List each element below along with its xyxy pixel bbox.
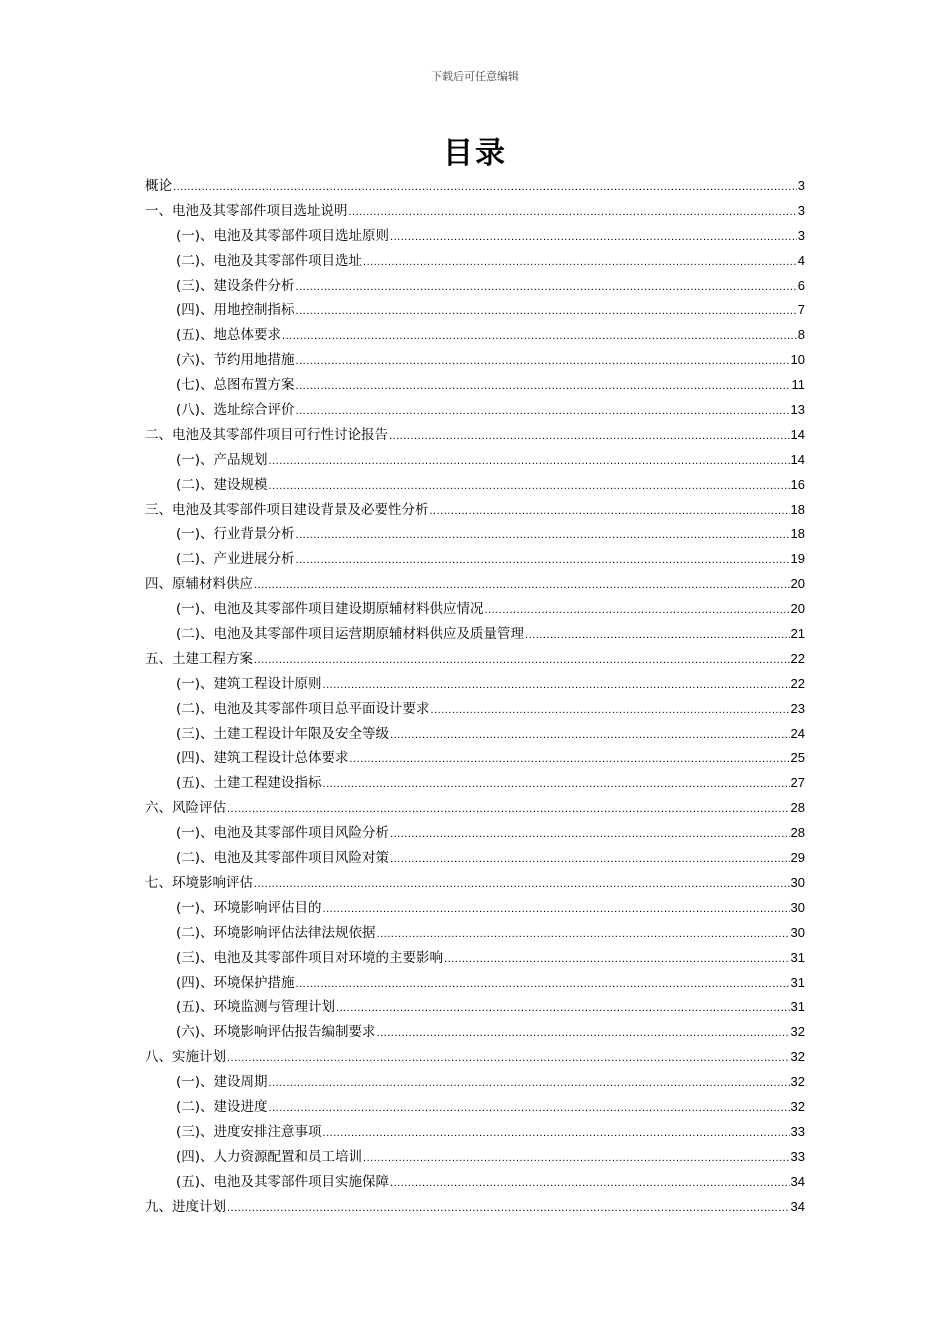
toc-entry-label: (六)、环境影响评估报告编制要求 [176,1024,376,1041]
toc-entry[interactable] [145,946,805,971]
table-of-contents [145,174,805,1219]
toc-dot-leader [363,250,797,275]
toc-entry[interactable] [145,672,805,697]
toc-entry[interactable] [145,1070,805,1095]
toc-entry-label: (二)、产业进展分析 [176,551,295,568]
toc-entry-page: 20 [790,576,805,592]
toc-entry-page: 31 [790,999,805,1015]
toc-entry-page: 11 [791,377,805,393]
toc-entry-label: (八)、选址综合评价 [176,402,295,419]
toc-entry-page: 31 [790,974,805,990]
toc-dot-leader [269,449,790,474]
toc-entry[interactable] [145,722,805,747]
toc-entry[interactable] [145,697,805,722]
toc-entry-page: 32 [790,1074,805,1090]
toc-entry[interactable] [145,323,805,348]
toc-dot-leader [323,673,790,698]
toc-entry-label: (二)、建设进度 [176,1098,268,1115]
toc-entry-label: (四)、用地控制指标 [176,302,295,319]
toc-entry-label: (六)、节约用地措施 [176,352,295,369]
toc-entry-label: 四、原辅材料供应 [145,576,253,593]
toc-entry-label: 九、进度计划 [145,1198,226,1215]
toc-entry-page: 28 [790,825,805,841]
header-note: 下载后可任意编辑 [431,70,519,83]
toc-entry[interactable] [145,871,805,896]
toc-entry-label: (一)、电池及其零部件项目建设期原辅材料供应情况 [176,601,484,618]
toc-entry[interactable] [145,821,805,846]
toc-entry-label: 八、实施计划 [145,1049,226,1066]
toc-entry[interactable] [145,348,805,373]
toc-entry-label: (七)、总图布置方案 [176,377,295,394]
toc-dot-leader [282,324,797,349]
toc-dot-leader [323,897,790,922]
toc-dot-leader [269,1096,790,1121]
toc-entry-page: 3 [797,202,805,218]
toc-dot-leader [336,996,789,1021]
toc-entry[interactable] [145,249,805,274]
toc-entry[interactable] [145,896,805,921]
toc-entry[interactable] [145,199,805,224]
toc-entry-page: 7 [797,302,805,318]
toc-entry-label: (二)、建设规模 [176,476,268,493]
toc-entry-page: 19 [790,551,805,567]
toc-entry[interactable] [145,498,805,523]
toc-dot-leader [296,523,790,548]
toc-entry-page: 34 [790,1173,805,1189]
toc-entry-page: 32 [790,1098,805,1114]
toc-entry-page: 25 [790,750,805,766]
toc-entry[interactable] [145,398,805,423]
toc-entry-page: 24 [790,725,805,741]
toc-entry[interactable] [145,746,805,771]
toc-entry-label: (五)、电池及其零部件项目实施保障 [176,1173,390,1190]
toc-dot-leader [430,499,790,524]
toc-dot-leader [269,1071,790,1096]
toc-entry-label: (五)、土建工程建设指标 [176,775,322,792]
toc-entry[interactable] [145,522,805,547]
toc-entry[interactable] [145,1145,805,1170]
toc-dot-leader [349,200,797,225]
toc-entry[interactable] [145,647,805,672]
toc-entry[interactable] [145,298,805,323]
toc-entry-page: 14 [790,451,805,467]
toc-entry-page: 16 [790,476,805,492]
toc-entry-page: 33 [790,1123,805,1139]
toc-entry[interactable] [145,1170,805,1195]
toc-entry-page: 30 [790,924,805,940]
toc-entry-page: 30 [790,899,805,915]
toc-entry[interactable] [145,1045,805,1070]
toc-entry-label: (四)、建筑工程设计总体要求 [176,750,349,767]
toc-dot-leader [363,1146,789,1171]
toc-entry-label: (三)、建设条件分析 [176,277,295,294]
toc-entry-label: (一)、电池及其零部件项目风险分析 [176,825,390,842]
toc-entry-page: 22 [790,675,805,691]
toc-entry-page: 10 [790,352,805,368]
toc-entry[interactable] [145,846,805,871]
toc-dot-leader [269,474,790,499]
toc-dot-leader [296,548,790,573]
toc-entry-page: 20 [790,601,805,617]
toc-dot-leader [296,275,797,300]
toc-dot-leader [485,598,790,623]
toc-entry-label: (五)、环境监测与管理计划 [176,999,336,1016]
toc-entry-page: 8 [797,327,805,343]
toc-entry[interactable] [145,547,805,572]
toc-dot-leader [350,747,790,772]
toc-dot-leader [296,374,791,399]
toc-entry-page: 31 [790,949,805,965]
toc-entry-label: (二)、电池及其零部件项目选址 [176,252,363,269]
toc-entry[interactable] [145,1195,805,1220]
toc-entry[interactable] [145,771,805,796]
toc-dot-leader [296,399,790,424]
toc-entry-label: (二)、环境影响评估法律法规依据 [176,924,376,941]
toc-entry-label: (四)、人力资源配置和员工培训 [176,1148,363,1165]
toc-entry[interactable] [145,423,805,448]
toc-dot-leader [390,723,789,748]
toc-entry-label: 六、风险评估 [145,800,226,817]
toc-entry-page: 23 [790,700,805,716]
toc-dot-leader [296,972,790,997]
toc-entry-page: 33 [790,1148,805,1164]
toc-entry-page: 22 [790,650,805,666]
toc-entry[interactable] [145,373,805,398]
toc-entry[interactable] [145,448,805,473]
toc-entry-label: (五)、地总体要求 [176,327,282,344]
toc-entry[interactable] [145,473,805,498]
toc-entry-label: (一)、电池及其零部件项目选址原则 [176,227,390,244]
toc-entry[interactable] [145,1120,805,1145]
toc-entry-label: (四)、环境保护措施 [176,974,295,991]
toc-entry-label: (一)、建设周期 [176,1074,268,1091]
toc-entry-label: (三)、土建工程设计年限及安全等级 [176,725,390,742]
toc-entry-label: (一)、环境影响评估目的 [176,899,322,916]
toc-entry[interactable] [145,174,805,199]
page-title: 目录 [443,136,507,171]
toc-dot-leader [227,797,790,822]
toc-entry-page: 32 [790,1049,805,1065]
toc-entry-label: (一)、产品规划 [176,451,268,468]
toc-dot-leader [254,872,790,897]
toc-entry-label: (三)、进度安排注意事项 [176,1123,322,1140]
toc-entry-page: 18 [790,501,805,517]
toc-dot-leader [390,847,789,872]
toc-dot-leader [296,349,790,374]
toc-entry-page: 28 [790,800,805,816]
toc-dot-leader [323,772,790,797]
toc-entry-label: 七、环境影响评估 [145,874,253,891]
toc-dot-leader [254,648,790,673]
toc-entry[interactable] [145,796,805,821]
toc-dot-leader [254,573,790,598]
toc-entry[interactable] [145,224,805,249]
toc-entry[interactable] [145,1095,805,1120]
toc-dot-leader [390,1171,789,1196]
toc-entry-page: 14 [790,426,805,442]
toc-entry[interactable] [145,597,805,622]
toc-dot-leader [323,1121,790,1146]
toc-entry-page: 30 [790,874,805,890]
toc-entry-label: 一、电池及其零部件项目选址说明 [145,202,348,219]
toc-entry[interactable] [145,1020,805,1045]
toc-dot-leader [389,424,790,449]
toc-entry-label: (一)、建筑工程设计原则 [176,675,322,692]
toc-entry-label: 五、土建工程方案 [145,650,253,667]
toc-entry-page: 13 [790,402,805,418]
toc-entry-page: 21 [790,626,805,642]
toc-entry[interactable] [145,971,805,996]
toc-dot-leader [431,698,790,723]
toc-entry-label: 概论 [145,178,172,194]
toc-dot-leader [444,947,789,972]
toc-entry-page: 18 [790,526,805,542]
toc-dot-leader [227,1046,790,1071]
toc-dot-leader [227,1196,790,1221]
toc-entry-page: 6 [797,277,805,293]
toc-dot-leader [390,822,789,847]
toc-dot-leader [525,623,789,648]
toc-entry[interactable] [145,622,805,647]
toc-entry[interactable] [145,921,805,946]
toc-entry-label: 二、电池及其零部件项目可行性讨论报告 [145,426,388,443]
toc-entry-page: 29 [790,850,805,866]
toc-entry-page: 34 [790,1198,805,1214]
toc-dot-leader [377,1021,790,1046]
toc-entry-label: (二)、电池及其零部件项目运营期原辅材料供应及质量管理 [176,626,525,643]
toc-dot-leader [377,922,790,947]
toc-dot-leader [390,225,797,250]
toc-entry-label: (三)、电池及其零部件项目对环境的主要影响 [176,949,444,966]
toc-entry[interactable] [145,572,805,597]
toc-dot-leader [296,299,797,324]
toc-entry-label: 三、电池及其零部件项目建设背景及必要性分析 [145,501,429,518]
toc-entry-label: (二)、电池及其零部件项目风险对策 [176,850,390,867]
toc-entry-page: 3 [797,178,805,193]
toc-entry[interactable] [145,274,805,299]
toc-entry-page: 3 [797,227,805,243]
toc-entry-label: (一)、行业背景分析 [176,526,295,543]
toc-entry-label: (二)、电池及其零部件项目总平面设计要求 [176,700,430,717]
toc-entry-page: 27 [790,775,805,791]
toc-dot-leader [173,175,797,200]
toc-entry[interactable] [145,995,805,1020]
toc-entry-page: 4 [797,252,805,268]
toc-entry-page: 32 [790,1024,805,1040]
